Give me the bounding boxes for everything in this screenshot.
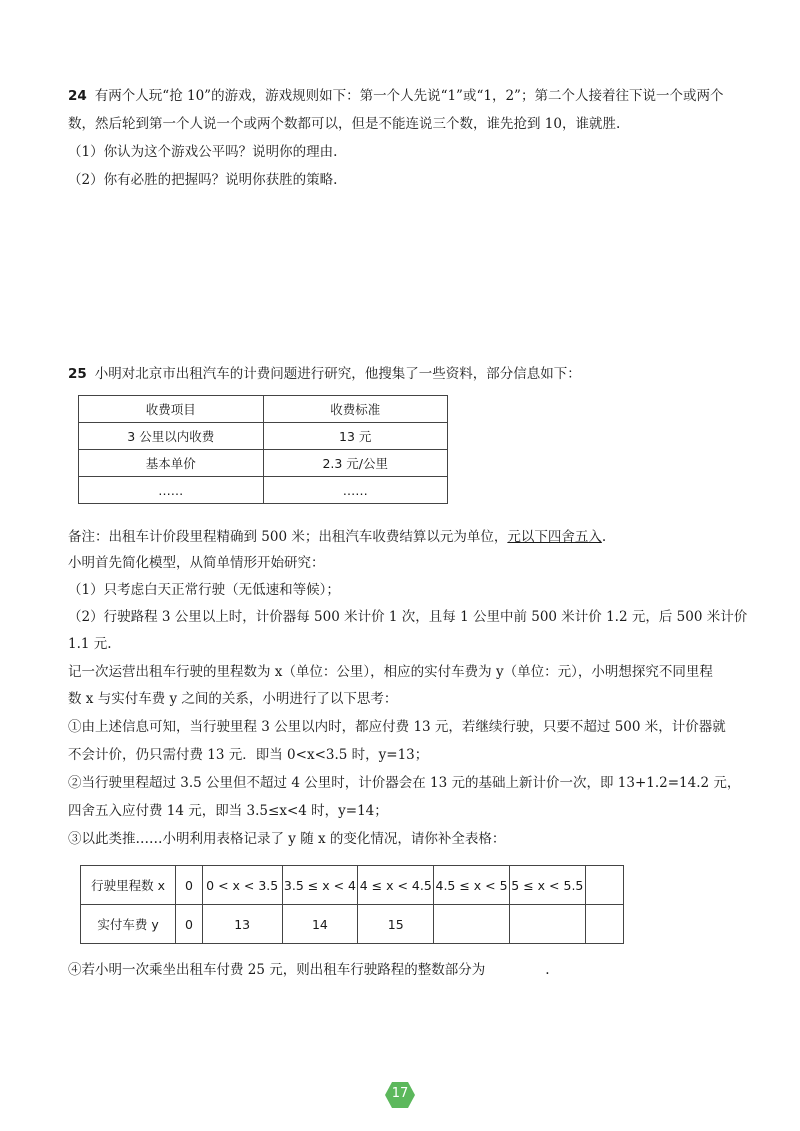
note-text: 备注：出租车计价段里程精确到 500 米；出租汽车收费结算以元为单位， <box>68 529 508 545</box>
page-number-badge <box>384 1081 416 1109</box>
table-cell: 0 <box>176 905 203 944</box>
table-cell: 4 ≤ x < 4.5 <box>358 866 434 905</box>
q25-intro: 小明对北京市出租汽车的计费问题进行研究，他搜集了一些资料，部分信息如下： <box>94 366 581 382</box>
q24-sub2: （2）你有必胜的把握吗？说明你获胜的策略. <box>68 172 338 188</box>
fee-header-standard: 收费标准 <box>263 396 448 423</box>
q24-sub1: （1）你认为这个游戏公平吗？说明你的理由. <box>68 144 338 160</box>
q24-intro-line <box>68 86 723 106</box>
q25-step2-b: 四舍五入应付费 14 元，即当 3.5≤x<4 时，y=14； <box>68 803 388 819</box>
table-cell: 14 <box>282 905 358 944</box>
row-header-mileage: 行驶里程数 x <box>81 866 176 905</box>
q25-step4 <box>68 960 550 980</box>
mileage-table <box>80 865 624 944</box>
q25-model: 小明首先简化模型，从简单情形开始研究： <box>68 555 325 571</box>
page-number: 17 <box>391 1086 409 1101</box>
table-cell: 2.3 元/公里 <box>263 450 448 477</box>
step4-end: . <box>545 962 550 978</box>
table-cell: 基本单价 <box>79 450 264 477</box>
q25-step2-a: ②当行驶里程超过 3.5 公里但不超过 4 公里时，计价器会在 13 元的基础上新计价一次，即 13+1.2=14.2 元， <box>68 775 741 791</box>
note-end: . <box>601 529 607 545</box>
note-underlined: 元以下四舍五入 <box>507 529 602 545</box>
q24-intro: 有两个人玩“抢 10”的游戏，游戏规则如下：第一个人先说“1”或“1，2”；第二个人接着往下说一个或两个 <box>94 88 724 104</box>
q24-number: 24 <box>68 88 87 104</box>
table-cell: 0 <box>176 866 203 905</box>
table-row <box>81 905 624 944</box>
table-cell: 3.5 ≤ x < 4 <box>282 866 358 905</box>
table-cell <box>585 866 623 905</box>
q24-intro-cont: 数，然后轮到第一个人说一个或两个数都可以，但是不能连说三个数，谁先抢到 10，谁就胜. <box>68 116 621 132</box>
table-cell: 0 < x < 3.5 <box>202 866 282 905</box>
step4-text: ④若小明一次乘坐出租车付费 25 元，则出租车行驶路程的整数部分为 <box>68 962 486 978</box>
table-cell: 13 <box>202 905 282 944</box>
table-cell: 13 元 <box>263 423 448 450</box>
table-cell: 4.5 ≤ x < 5 <box>434 866 510 905</box>
table-cell: …… <box>79 477 264 504</box>
q25-step1-b: 不会计价，仍只需付费 13 元．即当 0<x<3.5 时，y=13； <box>68 747 429 763</box>
table-row <box>79 477 448 504</box>
q25-setup-b: 数 x 与实付车费 y 之间的关系，小明进行了以下思考： <box>68 691 398 707</box>
q25-note <box>68 527 606 547</box>
q25-number: 25 <box>68 366 87 382</box>
table-row <box>79 396 448 423</box>
row-header-fare: 实付车费 y <box>81 905 176 944</box>
table-row <box>81 866 624 905</box>
q25-cond2-a: （2）行驶路程 3 公里以上时，计价器每 500 米计价 1 次，且每 1 公里中前 500 米计价 1.2 元，后 500 米计价 <box>68 609 748 625</box>
q25-step3: ③以此类推……小明利用表格记录了 y 随 x 的变化情况，请你补全表格： <box>68 831 506 847</box>
q25-cond2-b: 1.1 元. <box>68 636 112 652</box>
table-row <box>79 450 448 477</box>
q25-step1-a: ①由上述信息可知，当行驶里程 3 公里以内时，都应付费 13 元，若继续行驶，只要不超过 500 米，计价器就 <box>68 719 726 735</box>
table-cell: 5 ≤ x < 5.5 <box>509 866 585 905</box>
table-cell: 3 公里以内收费 <box>79 423 264 450</box>
fee-table <box>78 395 448 504</box>
answer-blank-cell[interactable] <box>509 905 585 944</box>
q25-cond1: （1）只考虑白天正常行驶（无低速和等候）； <box>68 582 340 598</box>
table-cell: 15 <box>358 905 434 944</box>
table-cell: …… <box>263 477 448 504</box>
q25-setup-a: 记一次运营出租车行驶的里程数为 x（单位：公里），相应的实付车费为 y（单位：元），小明想探究不同里程 <box>68 664 713 680</box>
answer-blank-cell[interactable] <box>585 905 623 944</box>
q25-intro-line <box>68 364 581 384</box>
table-row <box>79 423 448 450</box>
fee-header-item: 收费项目 <box>79 396 264 423</box>
answer-blank-cell[interactable] <box>434 905 510 944</box>
